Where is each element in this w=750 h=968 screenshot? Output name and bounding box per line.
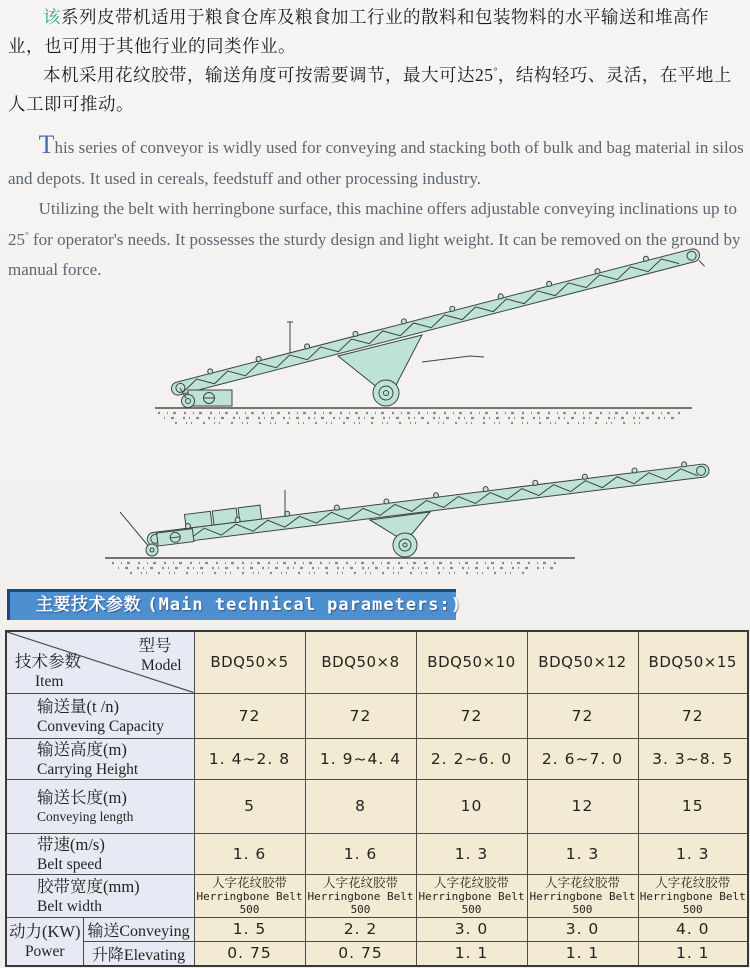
spec-value-cell: 1. 1 (527, 941, 638, 966)
table-row-power-elevating (6, 941, 748, 966)
spec-value-cell: 1. 9~4. 4 (305, 738, 416, 779)
spec-value-cell: 72 (416, 693, 527, 738)
table-row-height (6, 738, 748, 779)
row-label-cell: 带速(m/s) Belt speed (6, 833, 194, 874)
intro-cn (8, 3, 744, 119)
accent-first-char: 该 (43, 7, 61, 27)
support-frame (370, 512, 430, 557)
power-sub-label: 升降Elevating (83, 941, 194, 966)
section-heading-en: (Main technical parameters:) (147, 595, 462, 615)
belt-spec-cell: 人字花纹胶带 Herringbone Belt 500 (527, 874, 638, 917)
spec-value-cell: 8 (305, 779, 416, 833)
belt-spec-cell: 人字花纹胶带 Herringbone Belt 500 (305, 874, 416, 917)
power-group-cell: 动力(KW) Power (6, 917, 83, 966)
corner-cell (6, 631, 194, 693)
table-row-capacity (6, 693, 748, 738)
spec-value-cell: 1. 1 (638, 941, 748, 966)
spec-value-cell: 1. 6 (305, 833, 416, 874)
spec-value-cell: 3. 0 (416, 917, 527, 941)
belt-spec-cell: 人字花纹胶带 Herringbone Belt 500 (416, 874, 527, 917)
intro-paragraph-en-2: Utilizing the belt with herringbone surface, this machine offers adjustable conveying inclinations up to 25° for operator's needs. It possesses the sturdy design and light weight. It can be removed on the ground by manual force. (8, 199, 741, 279)
section-heading-bar (7, 589, 462, 620)
table-row-beltwidth (6, 874, 748, 917)
conveyor-drawing-lowered (100, 436, 750, 586)
belt-assembly (145, 449, 710, 547)
spec-value-cell: 72 (194, 693, 305, 738)
model-header-cell: BDQ50×8 (305, 631, 416, 693)
table-row-beltspeed (6, 833, 748, 874)
spec-value-cell: 4. 0 (638, 917, 748, 941)
spec-value-cell: 1. 3 (527, 833, 638, 874)
intro-paragraph-cn-2: 本机采用花纹胶带，输送角度可按需要调节，最大可达25°，结构轻巧、灵活，在平地上人工即可推动。 (8, 65, 732, 114)
belt-spec-cell: 人字花纹胶带 Herringbone Belt 500 (638, 874, 748, 917)
belt-spec-cell: 人字花纹胶带 Herringbone Belt 500 (194, 874, 305, 917)
table-row-length (6, 779, 748, 833)
model-header-cell: BDQ50×10 (416, 631, 527, 693)
spec-value-cell: 0. 75 (194, 941, 305, 966)
spec-value-cell: 2. 2~6. 0 (416, 738, 527, 779)
spec-value-cell: 12 (527, 779, 638, 833)
belt-assembly (169, 243, 705, 404)
row-label-cell: 输送量(t /n) Conveving Capacity (6, 693, 194, 738)
corner-item-label: 技术参数 Item (15, 651, 81, 690)
table-row-power-conveying (6, 917, 748, 941)
spec-value-cell: 5 (194, 779, 305, 833)
dropcap-t: T (38, 130, 55, 159)
spec-value-cell: 2. 2 (305, 917, 416, 941)
model-header-cell: BDQ50×15 (638, 631, 748, 693)
spec-value-cell: 72 (527, 693, 638, 738)
degree-symbol: ° (493, 66, 498, 78)
spec-value-cell: 1. 3 (638, 833, 748, 874)
intro-paragraph-en-1: This series of conveyor is widly used for conveying and stacking both of bulk and bag material in silos and depots. It used in cereals, feedstuff and other processing industry. (8, 130, 744, 188)
spec-value-cell: 1. 6 (194, 833, 305, 874)
ground-texture (155, 408, 692, 423)
spec-value-cell: 15 (638, 779, 748, 833)
spec-value-cell: 2. 6~7. 0 (527, 738, 638, 779)
conveyor-drawing-raised (130, 240, 750, 435)
ground-texture (105, 558, 575, 573)
spec-value-cell: 1. 1 (416, 941, 527, 966)
spec-value-cell: 3. 0 (527, 917, 638, 941)
degree-symbol: ° (25, 230, 29, 241)
model-header-cell: BDQ50×12 (527, 631, 638, 693)
spec-table (5, 630, 749, 967)
corner-model-label: 型号 Model (138, 636, 182, 674)
spec-value-cell: 0. 75 (305, 941, 416, 966)
spec-value-cell: 10 (416, 779, 527, 833)
row-label-cell: 胶带宽度(mm) Belt width (6, 874, 194, 917)
power-sub-label: 输送Conveying (83, 917, 194, 941)
spec-value-cell: 1. 4~2. 8 (194, 738, 305, 779)
spec-value-cell: 1. 3 (416, 833, 527, 874)
spec-value-cell: 72 (305, 693, 416, 738)
spec-value-cell: 72 (638, 693, 748, 738)
spec-value-cell: 3. 3~8. 5 (638, 738, 748, 779)
row-label-cell: 输送长度(m) Conveying length (6, 779, 194, 833)
table-header-row (6, 631, 748, 693)
spec-value-cell: 1. 5 (194, 917, 305, 941)
section-heading-cn: 主要技术参数 (36, 595, 141, 615)
model-header-cell: BDQ50×5 (194, 631, 305, 693)
row-label-cell: 输送高度(m) Carrying Height (6, 738, 194, 779)
intro-paragraph-cn-1: 该系列皮带机适用于粮食仓库及粮食加工行业的散料和包装物料的水平输送和堆高作业，也可用于其他行业的同类作业。 (8, 7, 709, 56)
